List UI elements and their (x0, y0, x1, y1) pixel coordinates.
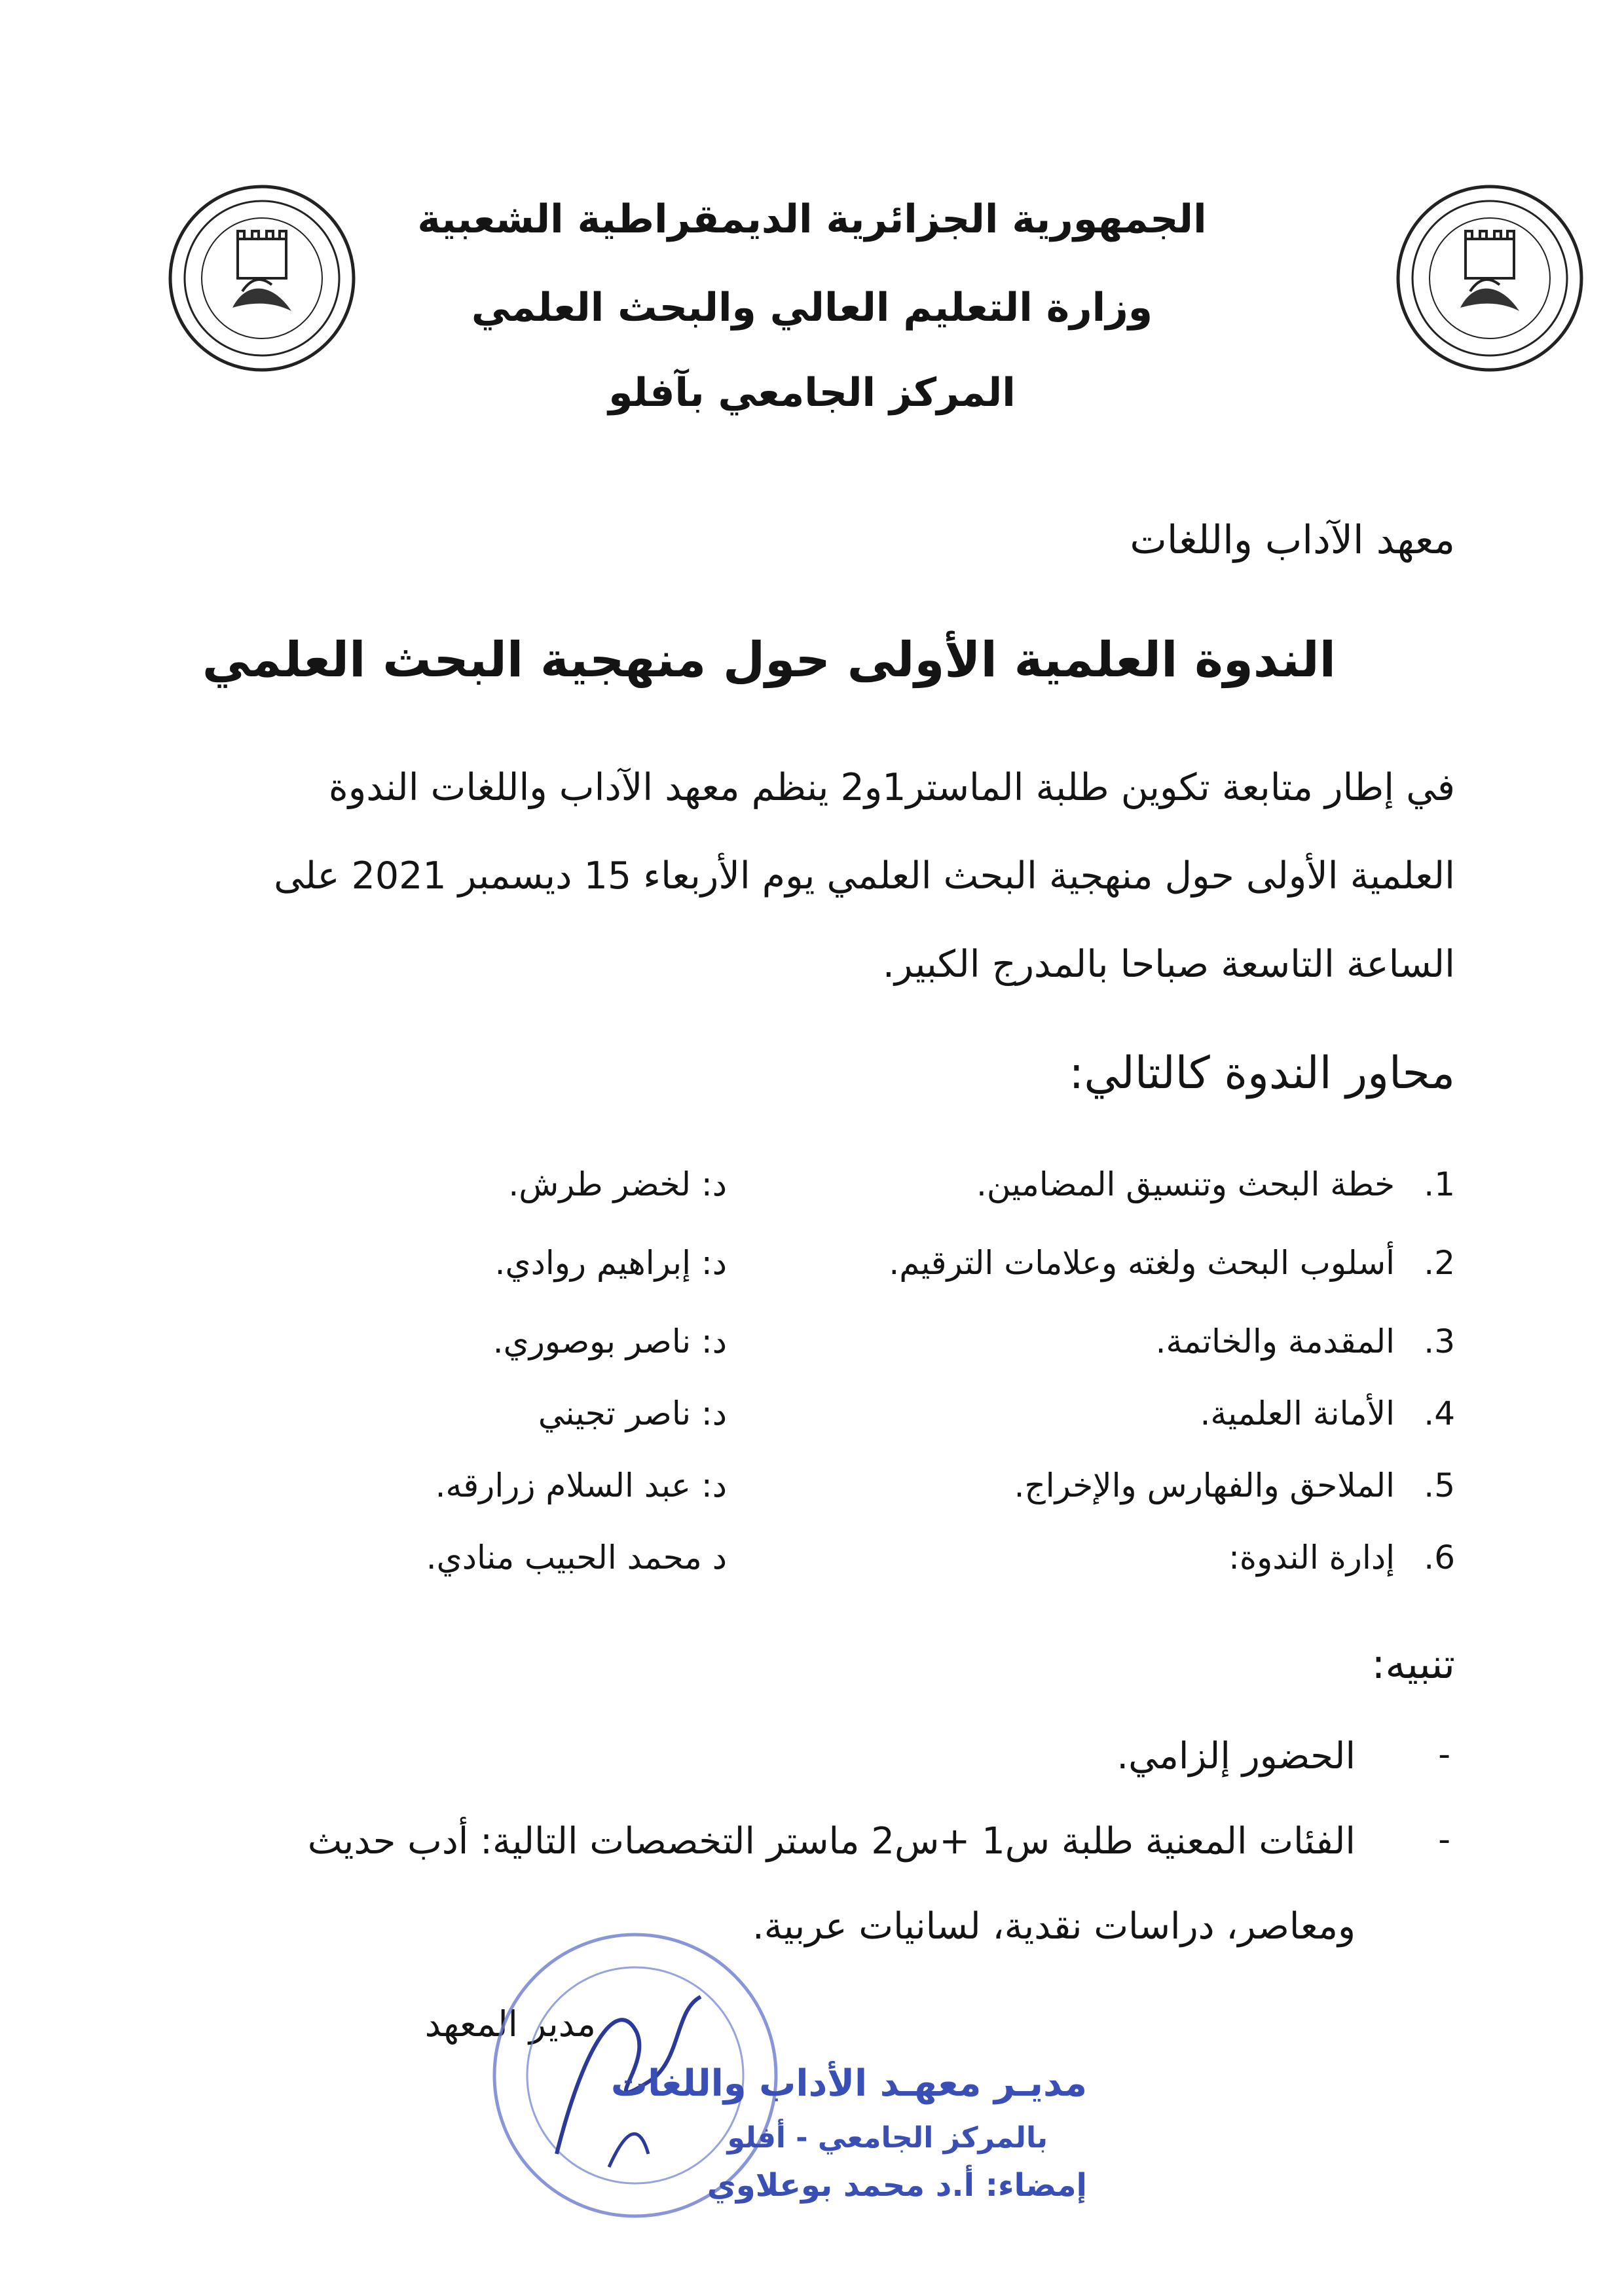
notice-heading: تنبيه: (1371, 1640, 1455, 1688)
university-name: المركز الجامعي بآفلو (608, 370, 1016, 416)
axis-speaker: د: عبد السلام زرارقه. (435, 1467, 727, 1504)
axis-topic: الأمانة العلمية. (1200, 1394, 1395, 1432)
axis-topic: أسلوب البحث ولغته وعلامات الترقيم. (889, 1244, 1395, 1282)
axis-speaker: د: ناصر تجيني (538, 1394, 727, 1432)
axis-number: 5. (1424, 1467, 1455, 1504)
axis-speaker: د محمد الحبيب منادي. (426, 1539, 727, 1576)
university-seal-right (1388, 177, 1591, 380)
axes-heading: محاور الندوة كالتالي: (1069, 1048, 1455, 1099)
signature-title: مديـر معهـد الأداب واللغات (610, 2062, 1087, 2105)
axis-speaker: د: ناصر بوصوري. (492, 1322, 727, 1360)
notice-item: الحضور إلزامي. (1116, 1735, 1356, 1777)
axis-number: 4. (1424, 1394, 1455, 1432)
axis-topic: إدارة الندوة: (1228, 1539, 1395, 1576)
axis-speaker: د: لخضر طرش. (508, 1165, 727, 1203)
intro-paragraph-line: الساعة التاسعة صباحا بالمدرج الكبير. (882, 943, 1455, 986)
bullet-dash: - (1438, 1735, 1450, 1774)
axis-topic: خطة البحث وتنسيق المضامين. (976, 1165, 1395, 1203)
axis-number: 1. (1424, 1165, 1455, 1203)
signature-name: إمضاء: أ.د محمد بوعلاوي (707, 2167, 1087, 2204)
bullet-dash: - (1438, 1820, 1450, 1859)
institute-name: معهد الآداب واللغات (1130, 517, 1455, 563)
axis-number: 3. (1424, 1322, 1455, 1360)
axis-topic: المقدمة والخاتمة. (1155, 1322, 1395, 1360)
document-title: الندوة العلمية الأولى حول منهجية البحث العلمي (202, 632, 1336, 688)
ministry-name: وزارة التعليم العالي والبحث العلمي (471, 285, 1153, 331)
axis-number: 6. (1424, 1539, 1455, 1576)
notice-item-continuation: ومعاصر، دراسات نقدية، لسانيات عربية. (752, 1905, 1356, 1948)
signature-institution: بالمركز الجامعي - أفلو (727, 2121, 1048, 2155)
director-label: مدير المعهد (424, 2003, 596, 2045)
intro-paragraph-line: العلمية الأولى حول منهجية البحث العلمي يوم الأربعاء 15 ديسمبر 2021 على (274, 854, 1455, 898)
country-name: الجمهورية الجزائرية الديمقراطية الشعبية (417, 196, 1207, 242)
axis-topic: الملاحق والفهارس والإخراج. (1014, 1467, 1395, 1504)
axis-number: 2. (1424, 1244, 1455, 1282)
university-seal-left (160, 177, 363, 380)
intro-paragraph-line: في إطار متابعة تكوين طلبة الماستر1و2 ينظم معهد الآداب واللغات الندوة (328, 766, 1455, 809)
notice-item: الفئات المعنية طلبة س1 +س2 ماستر التخصصات التالية: أدب حديث (307, 1820, 1356, 1863)
axis-speaker: د: إبراهيم روادي. (494, 1244, 727, 1282)
